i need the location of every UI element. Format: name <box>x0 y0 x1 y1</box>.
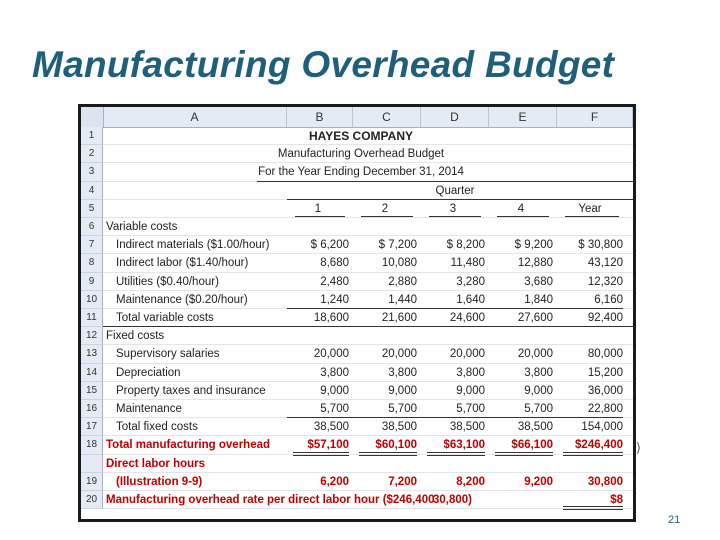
fixed-cost-value: 20,000 <box>313 348 349 361</box>
overhead-rate-label: Manufacturing overhead rate per direct labor hour ($246,400 <box>106 494 435 506</box>
row-header[interactable]: 3 <box>81 163 103 181</box>
variable-cost-label: Maintenance ($0.20/hour) <box>116 293 248 306</box>
total-overhead-double-underline <box>495 452 553 456</box>
fixed-cost-value: 154,000 <box>581 421 623 434</box>
variable-cost-label: Indirect materials ($1.00/hour) <box>116 239 270 252</box>
rate-double-underline <box>563 506 623 510</box>
spreadsheet <box>78 104 636 522</box>
variable-cost-value: $ 9,200 <box>514 239 553 252</box>
fixed-cost-label: Maintenance <box>116 403 182 415</box>
total-overhead-double-underline <box>427 452 485 456</box>
row-header[interactable]: 16 <box>81 400 103 418</box>
overhead-rate-divisor: 30,800) <box>433 494 473 506</box>
fixed-cost-value: 3,800 <box>524 366 553 379</box>
variable-cost-value: $ 6,200 <box>310 239 349 252</box>
row-header[interactable]: 19 <box>81 473 103 491</box>
slide-title: Manufacturing Overhead Budget <box>32 44 615 85</box>
fixed-cost-value: 3,800 <box>320 366 349 379</box>
fixed-cost-value: 38,500 <box>381 421 417 434</box>
quarter-header-underline <box>429 216 481 217</box>
total-overhead-value: $66,100 <box>511 439 553 452</box>
fixed-cost-label: Total fixed costs <box>116 421 198 434</box>
fixed-cost-value: 9,000 <box>456 384 485 397</box>
direct-labor-hours-value: 6,200 <box>320 475 349 488</box>
row-header[interactable]: 12 <box>81 327 103 345</box>
quarter-header-underline <box>295 216 345 217</box>
column-header-a[interactable]: A <box>103 107 287 127</box>
row-header[interactable]: 15 <box>81 382 103 400</box>
column-header-d[interactable]: D <box>421 107 489 127</box>
page-number: 21 <box>668 514 681 526</box>
direct-labor-hours-label: Direct labor hours <box>106 457 206 470</box>
quarter-header: 4 <box>517 202 525 215</box>
row-header[interactable]: 6 <box>81 218 103 236</box>
fixed-cost-value: 3,800 <box>388 366 417 379</box>
fixed-total-underline <box>287 417 623 418</box>
fixed-cost-label: Supervisory salaries <box>116 348 220 361</box>
quarter-header: 2 <box>381 202 389 215</box>
fixed-cost-label: Depreciation <box>116 366 181 379</box>
row-header[interactable]: 8 <box>81 254 103 272</box>
row-header[interactable] <box>81 455 103 473</box>
select-all-corner[interactable] <box>81 107 104 127</box>
fixed-cost-value: 15,200 <box>587 366 623 379</box>
fixed-cost-value: 5,700 <box>388 403 417 415</box>
fixed-cost-value: 22,800 <box>587 403 623 415</box>
direct-labor-hours-value: 7,200 <box>388 475 417 488</box>
quarter-header: 3 <box>449 202 457 215</box>
column-header-e[interactable]: E <box>489 107 557 127</box>
fixed-cost-value: 5,700 <box>456 403 485 415</box>
total-overhead-value: $57,100 <box>307 439 349 452</box>
variable-cost-value: 12,880 <box>517 257 553 270</box>
variable-cost-value: 8,680 <box>320 257 349 270</box>
quarter-header-underline <box>565 216 619 217</box>
variable-cost-value: 1,240 <box>320 293 349 306</box>
row-header[interactable]: 14 <box>81 364 103 382</box>
row-header[interactable]: 11 <box>81 309 103 327</box>
total-overhead-double-underline <box>359 452 417 456</box>
total-overhead-label: Total manufacturing overhead <box>106 439 271 452</box>
row-header[interactable]: 13 <box>81 345 103 363</box>
quarter-label: Quarter <box>435 184 475 197</box>
direct-labor-hours-ref: (Illustration 9-9) <box>116 475 203 488</box>
fixed-cost-value: 36,000 <box>587 384 623 397</box>
total-overhead-value: $63,100 <box>443 439 485 452</box>
variable-cost-value: 92,400 <box>587 312 623 324</box>
variable-cost-value: 1,440 <box>388 293 417 306</box>
bracket-mark: ⟩ <box>636 440 642 455</box>
variable-cost-value: 3,280 <box>456 275 485 288</box>
fixed-cost-value: 9,000 <box>320 384 349 397</box>
quarter-header-underline <box>361 216 413 217</box>
fixed-cost-value: 3,800 <box>456 366 485 379</box>
total-overhead-double-underline <box>563 452 623 456</box>
column-header-bar <box>81 107 633 128</box>
variable-cost-value: 2,880 <box>388 275 417 288</box>
row-header[interactable]: 7 <box>81 236 103 254</box>
direct-labor-hours-value: 9,200 <box>524 475 553 488</box>
row-header[interactable]: 9 <box>81 273 103 291</box>
row-header[interactable]: 4 <box>81 182 103 200</box>
row-header[interactable]: 20 <box>81 491 103 509</box>
total-overhead-value: $60,100 <box>375 439 417 452</box>
row-header[interactable]: 5 <box>81 200 103 218</box>
direct-labor-hours-value: 30,800 <box>587 475 623 488</box>
variable-cost-value: 12,320 <box>587 275 623 288</box>
fixed-cost-value: 20,000 <box>517 348 553 361</box>
row-header[interactable]: 2 <box>81 145 103 163</box>
total-overhead-value: $246,400 <box>575 439 623 452</box>
variable-total-underline <box>287 308 623 309</box>
variable-cost-value: 1,640 <box>456 293 485 306</box>
variable-cost-value: 10,080 <box>381 257 417 270</box>
variable-cost-value: 2,480 <box>320 275 349 288</box>
column-header-b[interactable]: B <box>287 107 353 127</box>
variable-cost-label: Total variable costs <box>116 312 214 324</box>
fixed-cost-value: 38,500 <box>449 421 485 434</box>
column-header-c[interactable]: C <box>353 107 421 127</box>
fixed-cost-value: 9,000 <box>524 384 553 397</box>
fixed-cost-value: 20,000 <box>381 348 417 361</box>
quarter-header: Year <box>578 202 602 215</box>
variable-cost-value: 27,600 <box>517 312 553 324</box>
fixed-cost-value: 5,700 <box>524 403 553 415</box>
overhead-rate-value: $8 <box>610 494 623 506</box>
variable-cost-value: 11,480 <box>450 257 485 270</box>
row-header[interactable]: 17 <box>81 418 103 436</box>
variable-cost-value: 1,840 <box>524 293 553 306</box>
variable-cost-value: $ 30,800 <box>578 239 623 252</box>
fixed-cost-label: Property taxes and insurance <box>116 384 266 397</box>
fixed-costs-label: Fixed costs <box>106 330 165 343</box>
fixed-cost-value: 20,000 <box>449 348 485 361</box>
direct-labor-hours-value: 8,200 <box>456 475 485 488</box>
fixed-cost-value: 80,000 <box>587 348 623 361</box>
total-overhead-double-underline <box>293 452 349 456</box>
fixed-cost-value: 38,500 <box>313 421 349 434</box>
variable-cost-value: 24,600 <box>449 312 485 324</box>
variable-cost-value: $ 7,200 <box>378 239 417 252</box>
variable-cost-value: $ 8,200 <box>446 239 485 252</box>
fixed-cost-value: 9,000 <box>388 384 417 397</box>
variable-cost-label: Indirect labor ($1.40/hour) <box>116 257 249 270</box>
company-name: HAYES COMPANY <box>308 129 414 143</box>
report-title: Manufacturing Overhead Budget <box>277 148 445 161</box>
variable-cost-label: Utilities ($0.40/hour) <box>116 275 219 288</box>
column-header-f[interactable]: F <box>557 107 633 127</box>
quarter-header: 1 <box>314 202 322 215</box>
variable-cost-value: 43,120 <box>587 257 623 270</box>
fixed-cost-value: 5,700 <box>320 403 349 415</box>
report-period: For the Year Ending December 31, 2014 <box>258 166 464 179</box>
variable-cost-value: 3,680 <box>524 275 553 288</box>
variable-cost-value: 6,160 <box>594 293 623 306</box>
row-header[interactable]: 1 <box>81 127 103 145</box>
fixed-cost-value: 38,500 <box>517 421 553 434</box>
row-header[interactable]: 10 <box>81 291 103 309</box>
variable-cost-value: 18,600 <box>313 312 349 324</box>
quarter-header-underline <box>497 216 549 217</box>
variable-cost-value: 21,600 <box>381 312 417 324</box>
row-header[interactable]: 18 <box>81 436 103 454</box>
variable-costs-label: Variable costs <box>106 221 178 233</box>
